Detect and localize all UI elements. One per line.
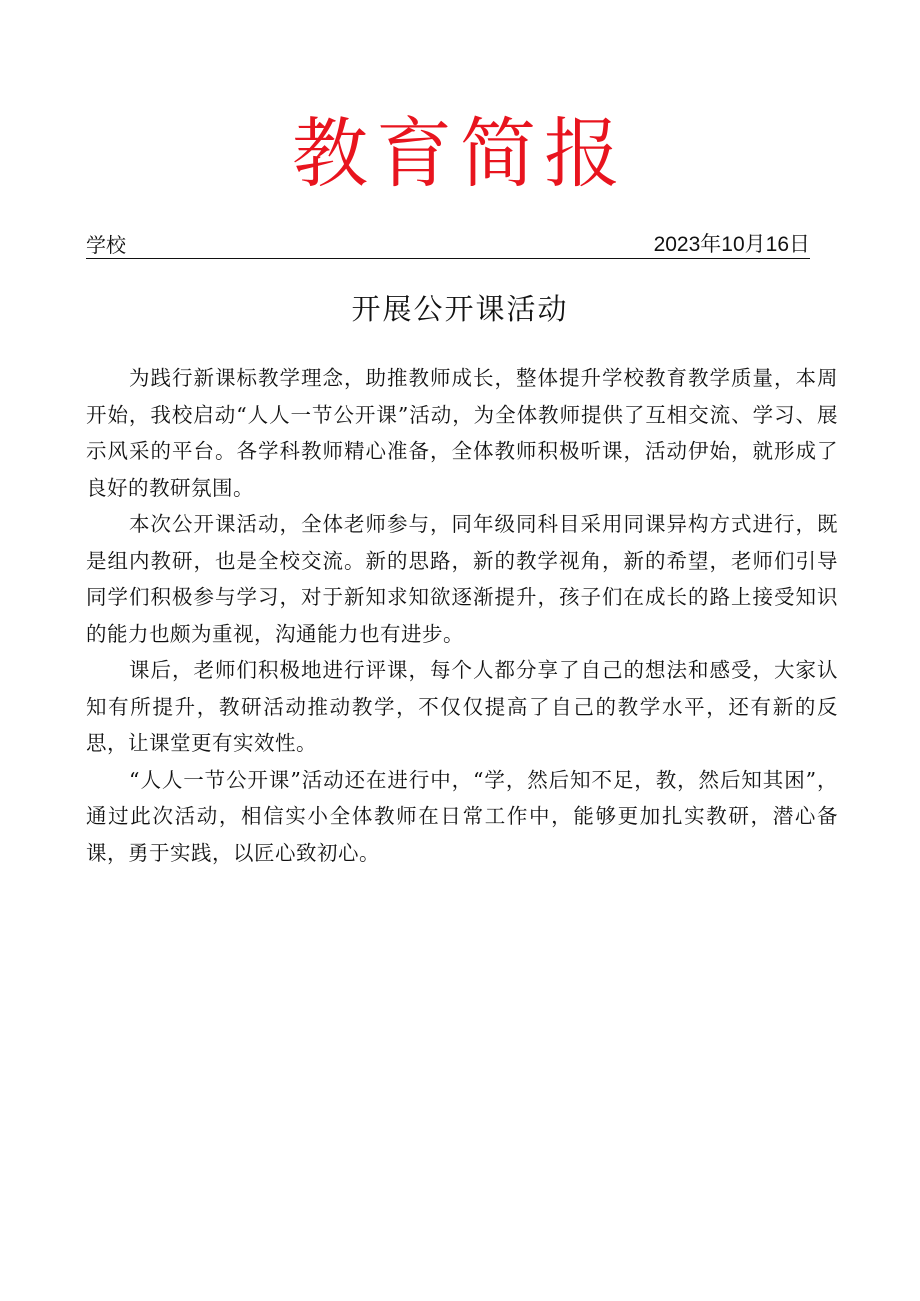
meta-line (86, 232, 810, 259)
article-paragraph: 为践行新课标教学理念，助推教师成长，整体提升学校教育教学质量，本周开始，我校启动“人人一节公开课”活动，为全体教师提供了互相交流、学习、展示风采的平台。各学科教师精心准备，全体教师积极听课，活动伊始，就形成了良好的教研氛围。 (86, 366, 838, 500)
issue-date: 2023年10月16日 (653, 233, 810, 256)
article-headline: 开展公开课活动 (351, 292, 569, 326)
newsletter-masthead: 教育简报 (292, 109, 628, 198)
article-paragraph: 课后，老师们积极地进行评课，每个人都分享了自己的想法和感受，大家认知有所提升，教研活动推动教学，不仅仅提高了自己的教学水平，还有新的反思，让课堂更有实效性。 (86, 658, 838, 755)
school-label: 学校 (86, 233, 126, 257)
article-paragraph: 本次公开课活动，全体老师参与，同年级同科目采用同课异构方式进行，既是组内教研，也是全校交流。新的思路，新的教学视角，新的希望，老师们引导同学们积极参与学习，对于新知求知欲逐渐提升，孩子们在成长的路上接受知识的能力也颇为重视，沟通能力也有进步。 (86, 512, 838, 646)
article-body (86, 360, 838, 871)
article-paragraph: “人人一节公开课”活动还在进行中，“学，然后知不足，教，然后知其困”，通过此次活动，相信实小全体教师在日常工作中，能够更加扎实教研，潜心备课，勇于实践，以匠心致初心。 (86, 767, 838, 865)
